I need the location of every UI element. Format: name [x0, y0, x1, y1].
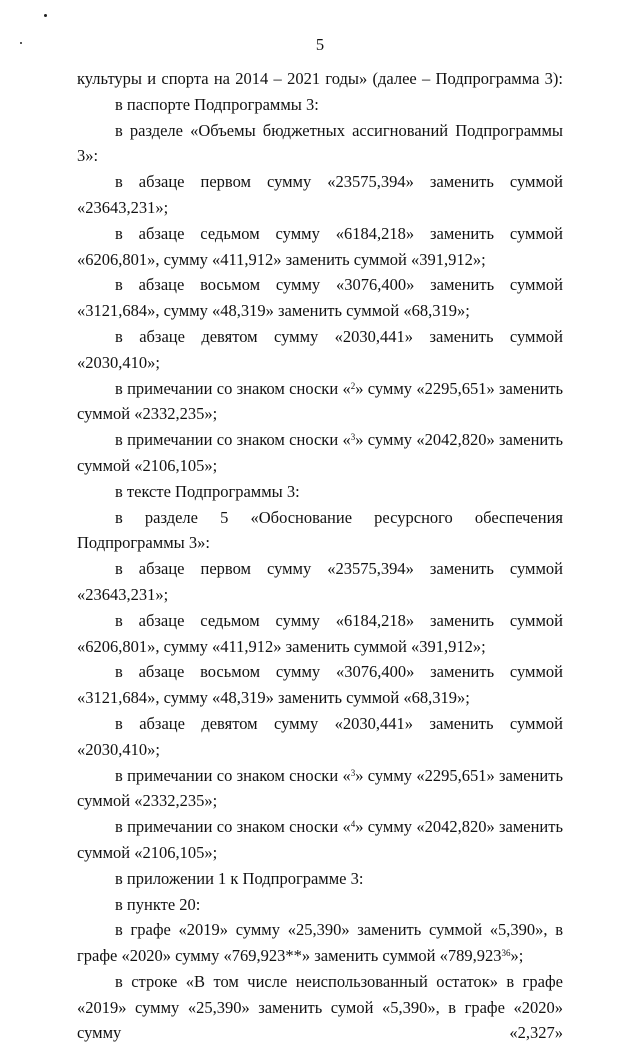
paragraph-with-footnote	[77, 763, 563, 815]
paragraph: в тексте Подпрограммы 3:	[115, 481, 300, 501]
paragraph: культуры и спорта на 2014 – 2021 годы» (далее – Подпрограмма 3):	[77, 69, 563, 88]
paragraph-with-footnote	[77, 814, 563, 866]
paragraph: в абзаце седьмом сумму «6184,218» заменить суммой «6206,801», сумму «411,912» заменить суммой «391,912»;	[77, 610, 563, 656]
paragraph-text: » сумму «2295,651» заменить суммой «2332,235»;	[77, 765, 563, 811]
paragraph-with-footnote	[77, 427, 563, 479]
footnote-mark: 4	[350, 819, 356, 830]
footnote-mark: 36	[501, 948, 511, 959]
page-number: 5	[315, 35, 325, 54]
paragraph: в абзаце восьмом сумму «3076,400» заменить суммой «3121,684», сумму «48,319» заменить суммой «68,319»;	[77, 662, 563, 708]
paragraph-text: » сумму «2295,651» заменить суммой «2332,235»;	[77, 378, 563, 424]
paragraph-text: » сумму «2042,820» заменить суммой «2106,105»;	[77, 430, 563, 475]
paragraph: в абзаце первом сумму «23575,394» заменить суммой «23643,231»;	[77, 172, 563, 217]
paragraph-text: в примечании со знаком сноски «	[115, 765, 351, 785]
paragraph: в паспорте Подпрограммы 3:	[115, 94, 319, 114]
paragraph: в разделе «Объемы бюджетных ассигнований Подпрограммы 3»:	[77, 120, 563, 166]
paragraph: в строке «В том числе неиспользованный остаток» в графе «2019» сумму «25,390» заменить сумой «5,390», в графе «2020» сумму «2,327»	[77, 971, 563, 1043]
paragraph: в абзаце седьмом сумму «6184,218» заменить суммой «6206,801», сумму «411,912» заменить суммой «391,912»;	[77, 223, 563, 269]
paragraph-with-footnote	[77, 917, 563, 969]
paragraph-text: в примечании со знаком сноски «	[115, 817, 351, 837]
paragraph-text: в примечании со знаком сноски «	[115, 430, 351, 450]
paragraph-text: в примечании со знаком сноски «	[115, 378, 351, 398]
paragraph-with-footnote	[77, 376, 563, 428]
paragraph-text: в графе «2019» сумму «25,390» заменить суммой «5,390», в графе «2020» сумму «769,923**» заменить суммой «789,923	[77, 920, 563, 966]
paragraph: в пункте 20:	[115, 894, 201, 914]
paragraph-text: » сумму «2042,820» заменить суммой «2106,105»;	[77, 817, 563, 862]
document-body	[77, 66, 563, 1046]
footnote-mark: 2	[350, 380, 356, 391]
scan-speck	[44, 14, 47, 17]
paragraph: в абзаце девятом сумму «2030,441» заменить суммой «2030,410»;	[77, 326, 563, 372]
paragraph-text: »;	[510, 946, 524, 966]
paragraph: в абзаце восьмом сумму «3076,400» заменить суммой «3121,684», сумму «48,319» заменить суммой «68,319»;	[77, 275, 563, 321]
paragraph: в абзаце первом сумму «23575,394» заменить суммой «23643,231»;	[77, 559, 563, 604]
footnote-mark: 3	[350, 432, 356, 443]
footnote-mark: 3	[350, 767, 356, 778]
paragraph: в абзаце девятом сумму «2030,441» заменить суммой «2030,410»;	[77, 713, 563, 759]
paragraph: в разделе 5 «Обоснование ресурсного обеспечения Подпрограммы 3»:	[77, 507, 563, 553]
paragraph: в приложении 1 к Подпрограмме 3:	[115, 868, 364, 888]
